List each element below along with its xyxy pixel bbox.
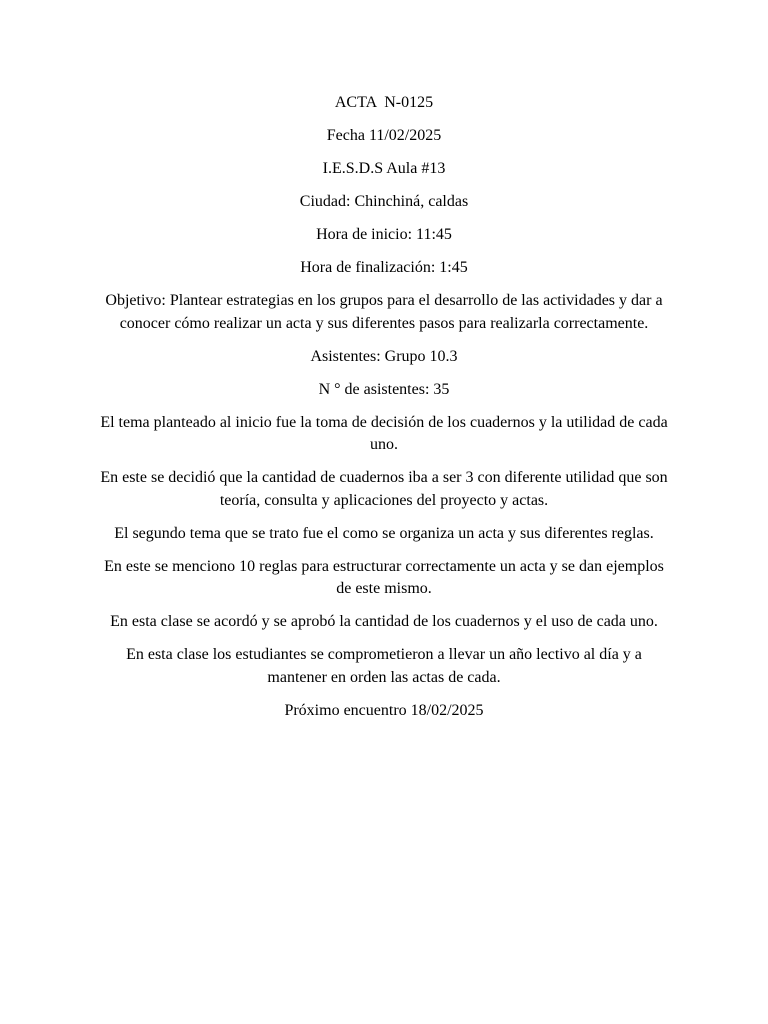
paragraph-rules: En este se menciono 10 reglas para estructurar correctamente un acta y se dan ejemplos de este mismo. bbox=[104, 557, 664, 597]
acta-number: ACTA N-0125 bbox=[334, 94, 434, 111]
objective: Objetivo: Plantear estrategias en los grupos para el desarrollo de las actividades y dar a conocer cómo realizar un acta y sus diferentes pasos para realizarla correctamente. bbox=[105, 292, 663, 332]
paragraph-topic-two: El segundo tema que se trato fue el como se organiza un acta y sus diferentes reglas. bbox=[114, 524, 654, 542]
meeting-date: Fecha 11/02/2025 bbox=[326, 127, 442, 144]
paragraph-decision-one: En este se decidió que la cantidad de cuadernos iba a ser 3 con diferente utilidad que son teoría, consulta y aplicaciones del proyecto y actas. bbox=[100, 469, 668, 509]
start-time: Hora de inicio: 11:45 bbox=[316, 226, 452, 243]
paragraph-commitment: En esta clase los estudiantes se comprometieron a llevar un año lectivo al día y a mantener en orden las actas de cada. bbox=[126, 646, 642, 686]
attendee-count: N ° de asistentes: 35 bbox=[318, 380, 450, 398]
paragraph-agreement: En esta clase se acordó y se aprobó la cantidad de los cuadernos y el uso de cada uno. bbox=[110, 613, 658, 630]
city: Ciudad: Chinchiná, caldas bbox=[299, 193, 469, 210]
institution-room: I.E.S.D.S Aula #13 bbox=[322, 160, 446, 177]
attendees: Asistentes: Grupo 10.3 bbox=[310, 347, 458, 365]
next-meeting: Próximo encuentro 18/02/2025 bbox=[284, 701, 484, 719]
document-body bbox=[96, 92, 672, 733]
paragraph-topic-one: El tema planteado al inicio fue la toma de decisión de los cuadernos y la utilidad de cada uno. bbox=[100, 413, 668, 453]
end-time: Hora de finalización: 1:45 bbox=[300, 259, 468, 276]
